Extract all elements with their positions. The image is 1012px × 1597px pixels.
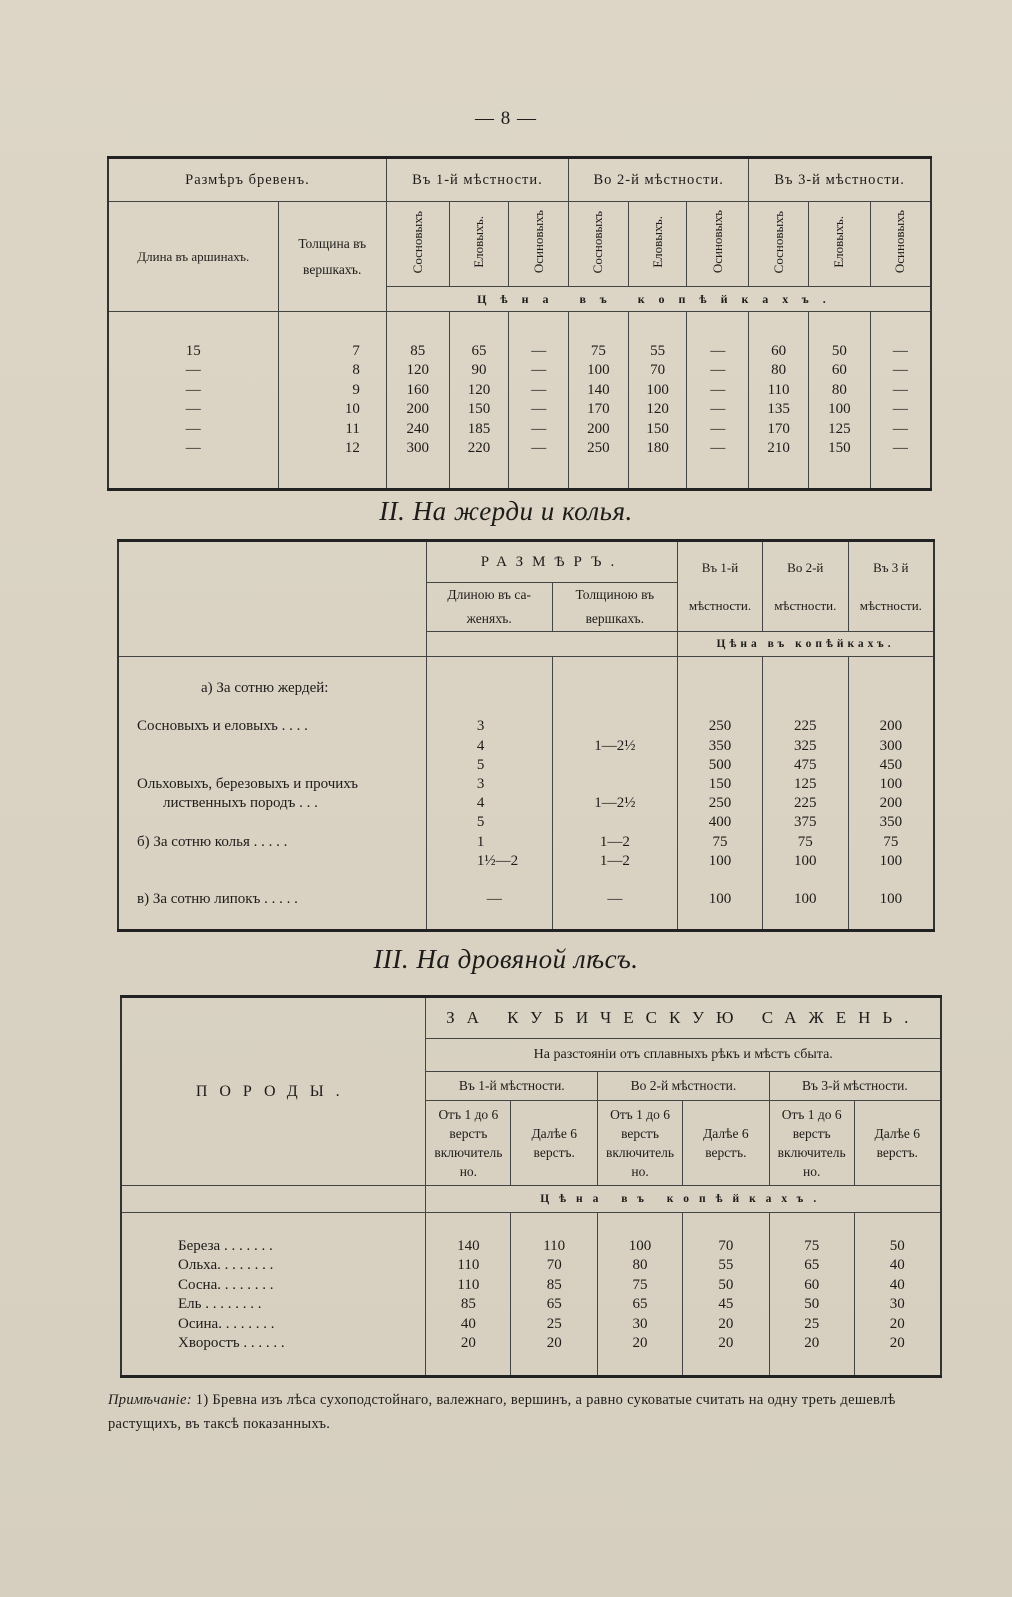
- length-value: 5: [476, 756, 485, 773]
- price-col-5: [769, 1213, 854, 1377]
- price-cell: 185: [467, 420, 491, 437]
- price-cell: —: [710, 343, 726, 359]
- section-3-title: III. На дровяной лѣсъ.: [373, 944, 639, 974]
- length-value: 4: [476, 795, 485, 812]
- header-spacer: [121, 1186, 426, 1213]
- price-cell: 250: [587, 440, 610, 457]
- price-cell: 40: [460, 1315, 476, 1332]
- loc1-label: Въ 1-й мѣстности.: [688, 559, 752, 613]
- length-column: [426, 657, 552, 931]
- distance-header: На разстояніи отъ сплавныхъ рѣкъ и мѣстъ сбыта.: [426, 1039, 941, 1072]
- price-header: Цѣна въ копѣйкахъ.: [386, 287, 931, 312]
- price-cell: 40: [889, 1257, 905, 1274]
- price-cell: 100: [879, 775, 903, 792]
- price-cell: 80: [771, 362, 787, 379]
- logs-price-table: [107, 156, 932, 491]
- price-cell: 65: [471, 343, 487, 359]
- price-cell: 20: [718, 1315, 734, 1332]
- price-cell: —: [892, 440, 908, 457]
- price-col-6: [854, 1213, 941, 1377]
- price-cell: 50: [831, 343, 847, 359]
- thickness-header-line1: Толщина въ: [298, 235, 367, 251]
- price-cell: 100: [587, 362, 610, 379]
- price-cell: 100: [628, 1238, 652, 1254]
- thickness-column: [278, 312, 386, 490]
- thickness-value: 1—2½: [594, 795, 636, 812]
- price-cell: 475: [794, 756, 817, 773]
- price-cell: 85: [546, 1276, 562, 1293]
- price-cell: 125: [794, 775, 817, 792]
- item-label: б) За сотню колья . . . . .: [137, 833, 288, 850]
- price-cell: 55: [650, 343, 666, 359]
- item-label: лиственныхъ породъ . . .: [163, 795, 318, 812]
- header-spacer: [426, 632, 677, 657]
- length-value: —: [185, 381, 201, 398]
- spacer: [553, 775, 678, 794]
- length-header: Длина въ аршинахъ.: [108, 202, 278, 312]
- loc3-prices: [848, 657, 934, 931]
- length-header: Длиною въ са-женяхъ.: [426, 583, 552, 632]
- spacer: [477, 871, 552, 890]
- price-col-2: [449, 312, 509, 490]
- far-header: Далѣе 6 верстъ.: [511, 1101, 598, 1186]
- spacer: [137, 698, 426, 717]
- species-label: Береза . . . . . . .: [178, 1238, 273, 1254]
- spacer: [477, 698, 552, 717]
- price-cell: 120: [646, 401, 669, 418]
- price-cell: 150: [467, 401, 491, 418]
- species-label: Сосна. . . . . . . .: [178, 1276, 274, 1293]
- price-cell: 40: [889, 1276, 905, 1293]
- price-cell: 50: [804, 1296, 820, 1313]
- species-header: ПОРОДЫ.: [121, 997, 426, 1186]
- price-cell: 75: [883, 833, 899, 850]
- price-cell: 225: [794, 718, 817, 735]
- near-header: Отъ 1 до 6 верстъ включитель но.: [426, 1101, 511, 1186]
- price-cell: 25: [804, 1315, 820, 1332]
- loc2-label: Во 2-й мѣстности.: [774, 559, 837, 613]
- spacer: [763, 698, 848, 717]
- price-cell: 50: [718, 1276, 734, 1293]
- price-col-6: [687, 312, 749, 490]
- thickness-value: 1—2: [599, 852, 630, 869]
- price-cell: 20: [889, 1315, 905, 1332]
- footnote: [108, 1388, 948, 1436]
- spacer: [137, 852, 426, 871]
- spacer: [137, 756, 426, 775]
- loc2-header: Во 2-й мѣстности.: [598, 1072, 770, 1101]
- loc2-prices: [762, 657, 848, 931]
- price-cell: 65: [804, 1257, 820, 1274]
- price-cell: —: [531, 362, 547, 379]
- price-cell: 210: [767, 440, 790, 457]
- price-cell: 100: [646, 381, 669, 398]
- price-cell: —: [892, 420, 908, 437]
- loc1-header: [678, 541, 763, 632]
- length-value: 5: [476, 814, 485, 831]
- price-cell: 160: [406, 381, 429, 398]
- price-cell: 100: [708, 891, 732, 908]
- section-2-title: II. На жерди и колья.: [379, 496, 633, 526]
- price-cell: 75: [712, 833, 728, 850]
- length-value: —: [185, 440, 201, 457]
- price-cell: —: [710, 401, 726, 418]
- price-cell: 100: [794, 852, 817, 869]
- logs-size-header: Размѣръ бревенъ.: [108, 158, 386, 202]
- price-cell: 170: [587, 401, 610, 418]
- price-cell: 65: [546, 1296, 562, 1313]
- price-header: Цѣна въ копѣйкахъ.: [426, 1186, 941, 1213]
- price-col-1: [426, 1213, 511, 1377]
- thickness-value: 11: [345, 420, 360, 437]
- loc1-header: Въ 1-й мѣстности.: [426, 1072, 598, 1101]
- price-cell: 20: [460, 1335, 476, 1352]
- loc3-label: Въ 3 й мѣстности.: [859, 559, 922, 613]
- spacer: [553, 679, 678, 698]
- price-cell: 90: [471, 362, 487, 379]
- length-value: 4: [476, 737, 485, 754]
- cubic-sazhen-header: ЗА КУБИЧЕСКУЮ САЖЕНЬ.: [426, 997, 941, 1039]
- price-cell: 300: [879, 737, 903, 754]
- price-cell: 75: [590, 343, 606, 359]
- price-cell: —: [710, 362, 726, 379]
- price-cell: 150: [708, 775, 732, 792]
- price-cell: 25: [546, 1315, 562, 1332]
- price-cell: 400: [708, 814, 732, 831]
- price-cell: 100: [794, 891, 817, 908]
- species-pine: Сосновыхъ: [770, 210, 786, 274]
- species-aspen: Осиновыхъ: [530, 210, 546, 274]
- price-cell: —: [531, 401, 547, 418]
- spacer: [849, 698, 933, 717]
- price-cell: 30: [632, 1315, 648, 1332]
- price-cell: 20: [804, 1335, 820, 1352]
- item-label: а) За сотню жердей:: [201, 680, 329, 696]
- spacer: [137, 871, 426, 890]
- length-column: [108, 312, 278, 490]
- spacer: [477, 679, 552, 698]
- footnote-text: 1) Бревна изъ лѣса сухоподстойнаго, валежнаго, вершинъ, а равно суковатые считать на одну треть дешевлѣ растущихъ, въ таксѣ показанныхъ.: [108, 1392, 896, 1432]
- poles-price-table: [117, 539, 935, 932]
- price-cell: 225: [794, 795, 817, 812]
- page-number: — 8 —: [475, 108, 537, 129]
- spacer: [678, 698, 762, 717]
- item-label: Ольховыхъ, березовыхъ и прочихъ: [137, 775, 358, 792]
- species-aspen: Осиновыхъ: [892, 210, 908, 274]
- length-value: —: [185, 362, 201, 379]
- species-label: Осина. . . . . . . .: [178, 1315, 275, 1332]
- near-header: Отъ 1 до 6 верстъ включитель но.: [598, 1101, 683, 1186]
- thickness-value: 12: [344, 440, 360, 457]
- price-cell: —: [892, 381, 908, 398]
- price-cell: —: [710, 440, 726, 457]
- price-cell: 180: [646, 440, 669, 457]
- price-cell: 60: [771, 343, 787, 359]
- price-cell: —: [892, 362, 908, 379]
- loc2-header: Во 2-й мѣстности.: [569, 158, 749, 202]
- price-cell: 110: [767, 381, 790, 398]
- price-cell: 75: [804, 1238, 820, 1254]
- price-cell: —: [531, 381, 547, 398]
- spacer: [553, 717, 678, 736]
- length-value: 1: [476, 833, 485, 850]
- length-value: —: [185, 420, 201, 437]
- species-spruce: Еловыхъ.: [831, 216, 847, 268]
- price-col-7: [749, 312, 809, 490]
- price-cell: 85: [460, 1296, 476, 1313]
- price-col-1: [386, 312, 449, 490]
- loc1-prices: [678, 657, 763, 931]
- price-cell: 100: [879, 852, 903, 869]
- price-cell: 65: [632, 1296, 648, 1313]
- spacer: [763, 871, 848, 890]
- price-cell: 200: [879, 718, 903, 735]
- species-spruce: Еловыхъ.: [470, 216, 486, 268]
- price-cell: 250: [708, 795, 732, 812]
- price-cell: 70: [546, 1257, 562, 1274]
- price-cell: —: [710, 381, 726, 398]
- size-header: РАЗМѢРЪ.: [426, 541, 677, 583]
- length-value: 1½—2: [476, 852, 519, 869]
- spacer: [553, 813, 678, 832]
- price-cell: 150: [828, 440, 851, 457]
- price-cell: 140: [587, 381, 610, 398]
- price-cell: 120: [467, 381, 491, 398]
- length-value: 3: [476, 718, 485, 735]
- loc3-header: Въ 3-й мѣстности.: [749, 158, 931, 202]
- item-label: Сосновыхъ и еловыхъ . . . .: [137, 718, 308, 735]
- thickness-value: 1—2: [599, 833, 630, 850]
- species-pine: Сосновыхъ: [590, 210, 606, 274]
- price-cell: 20: [889, 1335, 905, 1352]
- price-cell: 45: [718, 1296, 734, 1313]
- species-label: Ель . . . . . . . .: [178, 1296, 262, 1313]
- price-header: Цѣна въ копѣйкахъ.: [678, 632, 934, 657]
- price-cell: —: [710, 420, 726, 437]
- price-cell: —: [531, 420, 547, 437]
- species-column: [121, 1213, 426, 1377]
- price-cell: 200: [587, 420, 610, 437]
- price-col-3: [509, 312, 569, 490]
- length-value: 3: [476, 775, 485, 792]
- item-labels: [118, 657, 426, 931]
- spacer: [553, 698, 678, 717]
- price-cell: 325: [794, 737, 817, 754]
- empty-header: [118, 541, 426, 657]
- species-pine: Сосновыхъ: [409, 210, 425, 274]
- price-cell: 450: [879, 756, 903, 773]
- price-col-4: [682, 1213, 769, 1377]
- price-cell: 375: [794, 814, 817, 831]
- spacer: [553, 756, 678, 775]
- price-col-4: [569, 312, 629, 490]
- price-cell: 20: [546, 1335, 562, 1352]
- thickness-value: 1—2½: [594, 737, 636, 754]
- price-cell: 55: [718, 1257, 734, 1274]
- price-cell: —: [892, 401, 908, 418]
- price-cell: 150: [646, 420, 669, 437]
- spacer: [553, 871, 678, 890]
- price-cell: 50: [889, 1238, 905, 1254]
- price-cell: 120: [406, 362, 429, 379]
- thickness-value: 10: [344, 401, 360, 418]
- length-value: 15: [185, 343, 201, 359]
- price-cell: 250: [708, 718, 732, 735]
- price-cell: 80: [632, 1257, 648, 1274]
- price-cell: 20: [632, 1335, 648, 1352]
- price-cell: 350: [879, 814, 903, 831]
- species-spruce: Еловыхъ.: [649, 216, 665, 268]
- price-cell: —: [892, 343, 908, 359]
- price-cell: 240: [406, 420, 429, 437]
- spacer: [849, 871, 933, 890]
- thickness-header-line2: вершкахъ.: [303, 261, 362, 277]
- price-cell: 220: [467, 440, 491, 457]
- price-col-9: [870, 312, 931, 490]
- thickness-column: [552, 657, 678, 931]
- species-aspen: Осиновыхъ: [709, 210, 725, 274]
- length-value: —: [486, 891, 502, 908]
- species-label: Ольха. . . . . . . .: [178, 1257, 274, 1274]
- price-cell: 70: [650, 362, 666, 379]
- price-cell: 100: [828, 401, 851, 418]
- price-cell: 200: [879, 795, 903, 812]
- price-cell: 75: [797, 833, 813, 850]
- price-cell: 170: [767, 420, 790, 437]
- thickness-value: 7: [352, 343, 360, 359]
- price-cell: 110: [457, 1257, 480, 1274]
- price-cell: 110: [457, 1276, 480, 1293]
- price-cell: 75: [632, 1276, 648, 1293]
- price-cell: 70: [718, 1238, 734, 1254]
- spacer: [678, 871, 762, 890]
- price-cell: 20: [718, 1335, 734, 1352]
- far-header: Далѣе 6 верстъ.: [854, 1101, 941, 1186]
- price-cell: 100: [879, 891, 903, 908]
- price-col-5: [628, 312, 687, 490]
- price-cell: 60: [831, 362, 847, 379]
- price-cell: 300: [406, 440, 429, 457]
- price-col-3: [598, 1213, 683, 1377]
- spacer: [678, 679, 762, 698]
- price-cell: 80: [831, 381, 847, 398]
- price-cell: 500: [708, 756, 732, 773]
- loc1-header: Въ 1-й мѣстности.: [386, 158, 568, 202]
- price-cell: 140: [457, 1238, 480, 1254]
- price-cell: 85: [410, 343, 426, 359]
- near-header: Отъ 1 до 6 верстъ включитель но.: [769, 1101, 854, 1186]
- price-col-8: [808, 312, 870, 490]
- footnote-label: Примѣчаніе:: [108, 1392, 192, 1408]
- loc3-header: Въ 3-й мѣстности.: [769, 1072, 941, 1101]
- spacer: [763, 679, 848, 698]
- loc3-header: [848, 541, 934, 632]
- price-cell: —: [531, 343, 547, 359]
- price-cell: 125: [828, 420, 851, 437]
- price-col-2: [511, 1213, 598, 1377]
- item-label: в) За сотню липокъ . . . . .: [137, 891, 298, 908]
- spacer: [137, 813, 426, 832]
- price-cell: 135: [767, 401, 790, 418]
- price-cell: 350: [708, 737, 732, 754]
- thickness-header: Толщиною въ вершкахъ.: [552, 583, 678, 632]
- price-cell: 110: [543, 1238, 566, 1254]
- thickness-header: [278, 202, 386, 312]
- firewood-price-table: [120, 995, 942, 1378]
- price-cell: 60: [804, 1276, 820, 1293]
- loc2-header: [762, 541, 848, 632]
- price-cell: 30: [889, 1296, 905, 1313]
- price-cell: 200: [406, 401, 429, 418]
- price-cell: 100: [708, 852, 732, 869]
- length-value: —: [185, 401, 201, 418]
- thickness-value: 9: [352, 381, 360, 398]
- price-cell: —: [531, 440, 547, 457]
- spacer: [849, 679, 933, 698]
- far-header: Далѣе 6 верстъ.: [682, 1101, 769, 1186]
- species-label: Хворостъ . . . . . .: [178, 1335, 285, 1352]
- spacer: [137, 737, 426, 756]
- thickness-value: —: [607, 891, 623, 908]
- thickness-value: 8: [352, 362, 360, 379]
